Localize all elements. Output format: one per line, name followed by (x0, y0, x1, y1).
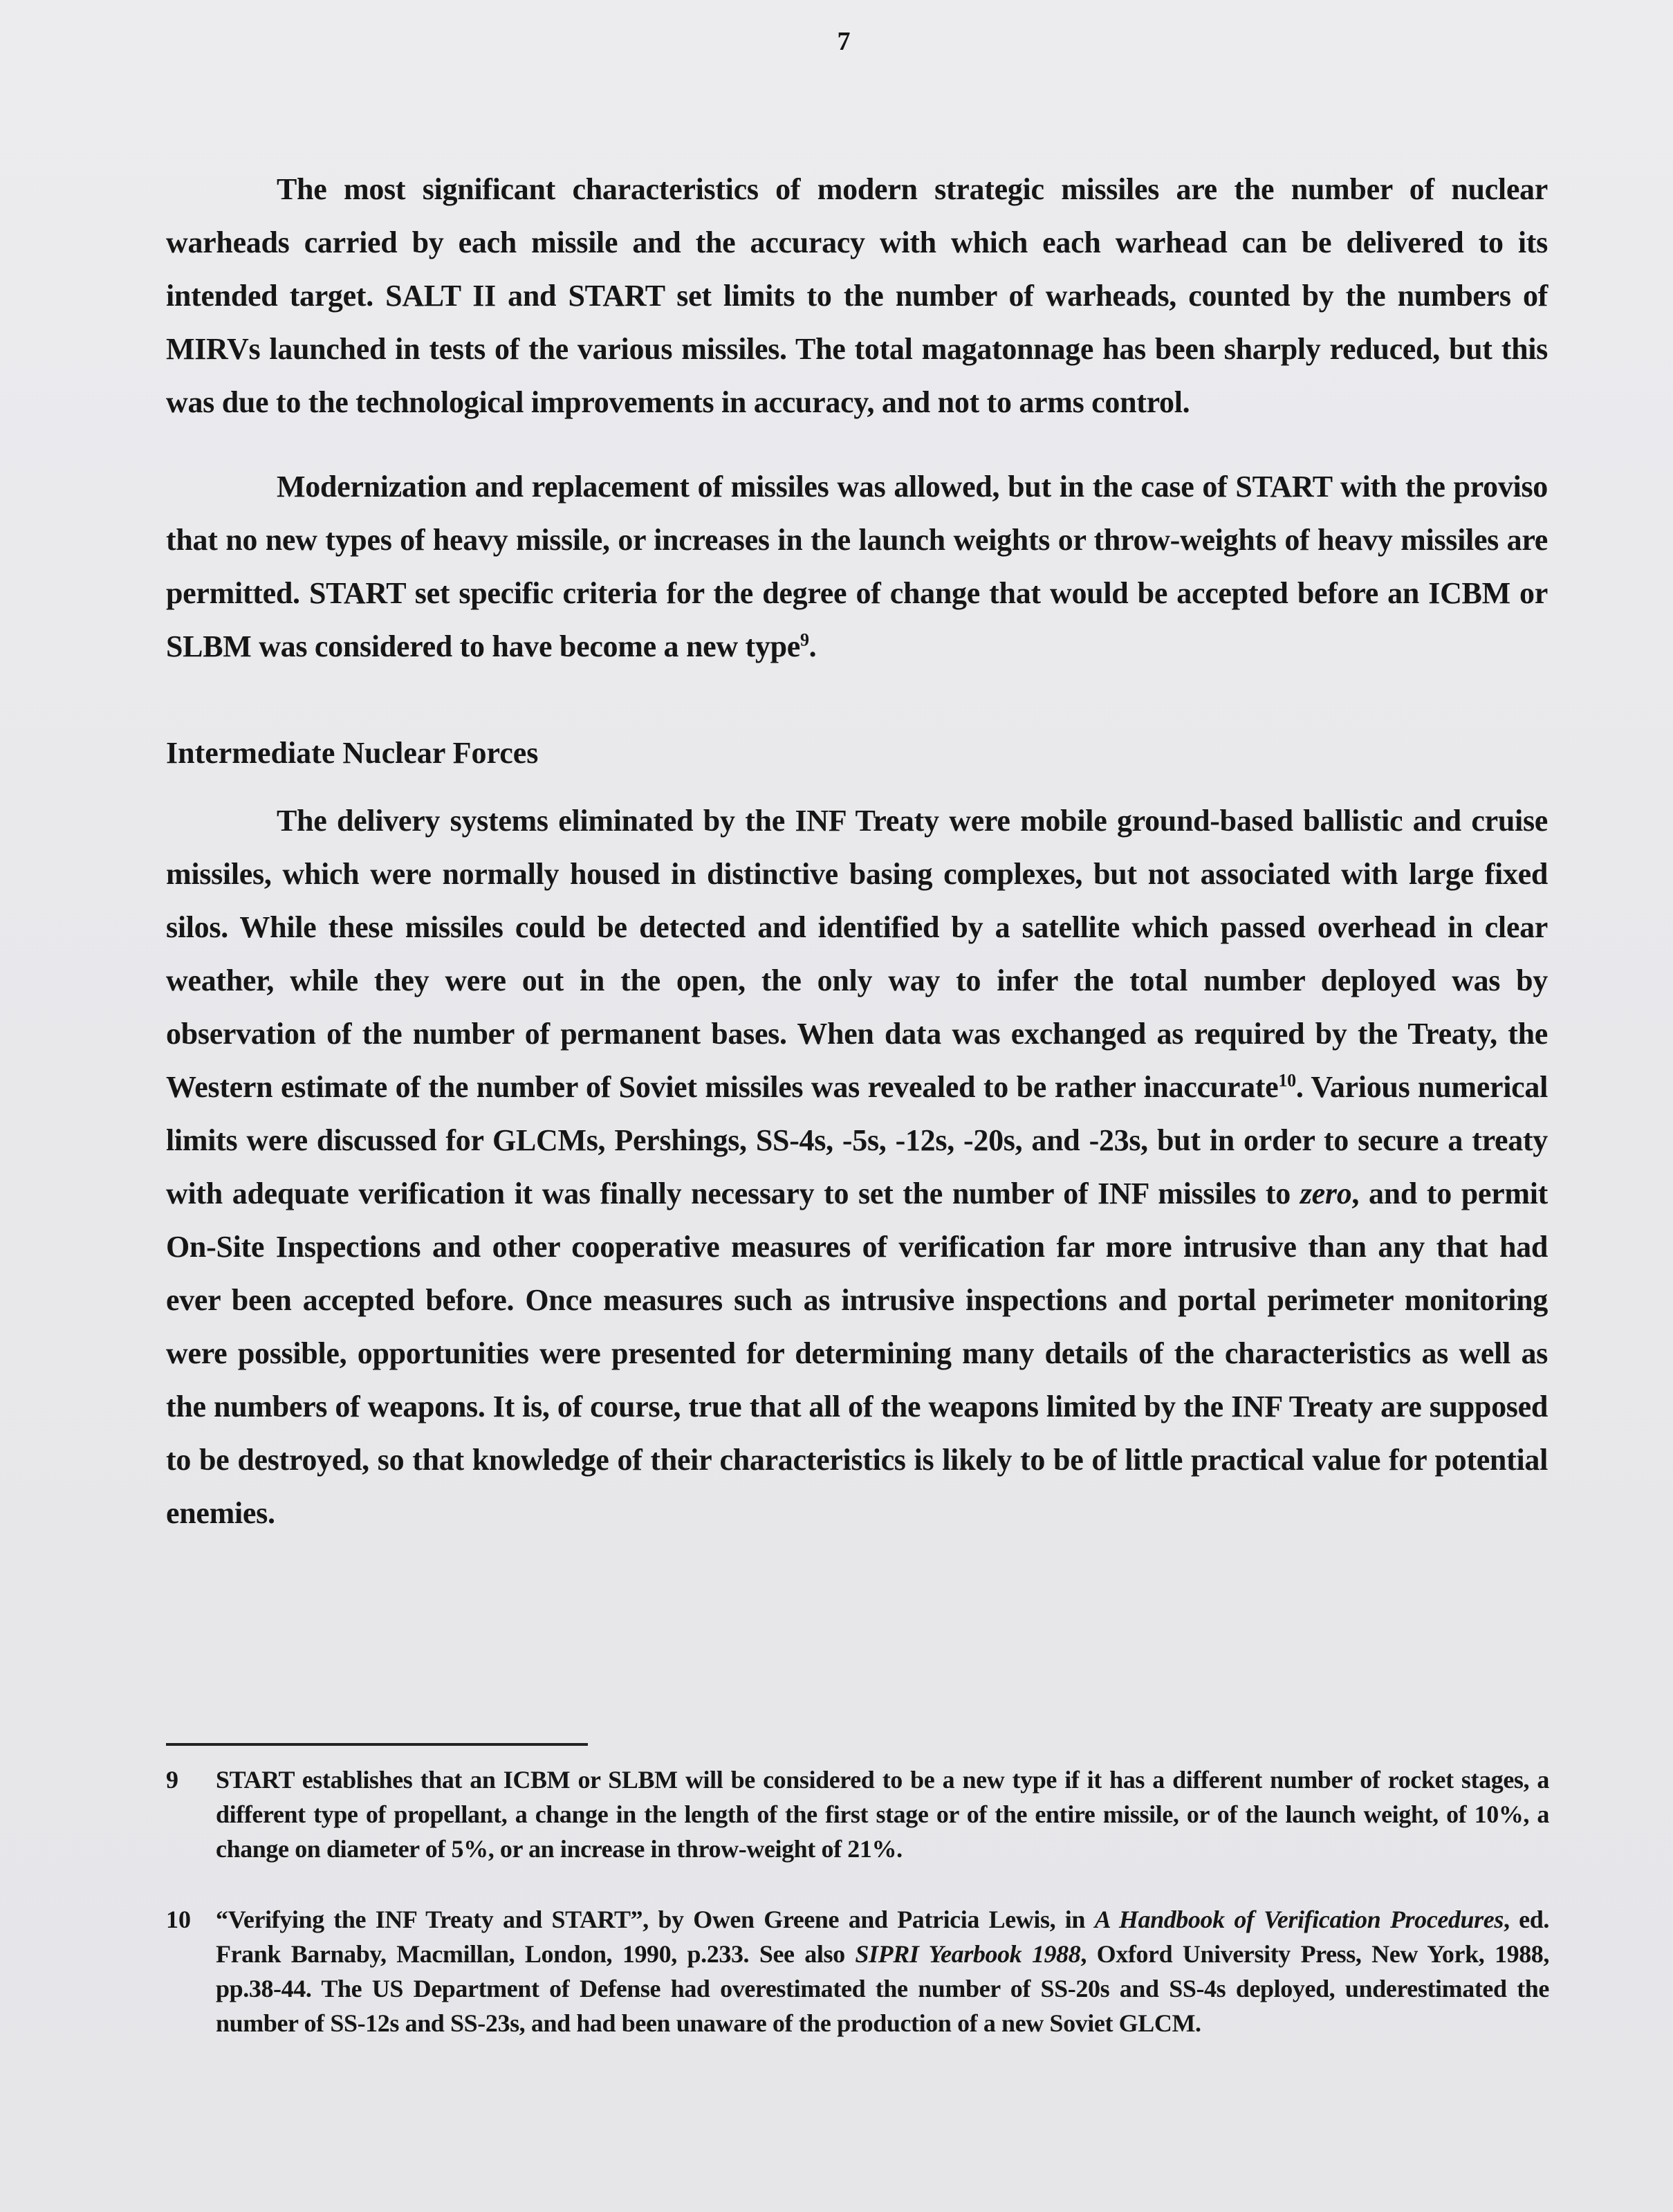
footnote-10-text-3: , Oxford University Press, New York, 1988, pp.38-44. The US Department of Defense had overestimated the number of SS-20s and SS-4s deployed, underestimated the number of SS-12s and SS-23s, and had been unaware of the production of a new Soviet GLCM. (216, 1940, 1549, 2037)
paragraph-2 (166, 460, 1548, 673)
footnote-10-title-1: A Handbook of Verification Procedures (1094, 1906, 1504, 1933)
footnote-10-text-1: “Verifying the INF Treaty and START”, by Owen Greene and Patricia Lewis, in (216, 1906, 1095, 1933)
paragraph-1-text: The most significant characteristics of modern strategic missiles are the number of nuclear warheads carried by each missile and the accuracy with which each warhead can be delivered to its intended target. SALT II and START set limits to the number of warheads, counted by the numbers of MIRVs launched in tests of the various missiles. The total magatonnage has been sharply reduced, but this was due to the technological improvements in accuracy, and not to arms control. (166, 172, 1548, 419)
page-number: 7 (837, 27, 851, 56)
paragraph-3-part-2: . Various numerical limits were discussed for GLCMs, Pershings, SS-4s, -5s, -12s, -20s, and -23s, but in order to secure a treaty with adequate verification it was finally necessary to set the number of INF missiles to (166, 1070, 1548, 1210)
footnote-text: START establishes that an ICBM or SLBM will be considered to be a new type if it has a different number of rocket stages, a different type of propellant, a change in the length of the first stage or of the entire missile, or of the launch weight, of 10%, a change on diameter of 5%, or an increase in throw-weight of 21%. (216, 1766, 1549, 1863)
footnote-9 (166, 1762, 1549, 1866)
footnote-number: 10 (166, 1906, 191, 1933)
paragraph-1 (166, 163, 1548, 429)
footnote-text (216, 1902, 1549, 2040)
paragraph-2-end: . (808, 629, 817, 663)
paragraph-3-part-1: The delivery systems eliminated by the INF Treaty were mobile ground-based ballistic and cruise missiles, which were normally housed in distinctive basing complexes, but not associated with large fixed silos. While these missiles could be detected and identified by a satellite which passed overhead in clear weather, while they were out in the open, the only way to infer the total number deployed was by observation of the number of permanent bases. When data was exchanged as required by the Treaty, the Western estimate of the number of Soviet missiles was revealed to be rather inaccurate (166, 804, 1548, 1104)
footnote-number: 9 (166, 1766, 178, 1794)
paragraph-2-text: Modernization and replacement of missiles was allowed, but in the case of START with the proviso that no new types of heavy missile, or increases in the launch weights or throw-weights of heavy missiles are permitted. START set specific criteria for the degree of change that would be accepted before an ICBM or SLBM was considered to have become a new type (166, 470, 1548, 663)
paragraph-3-italic-zero: zero (1300, 1177, 1352, 1210)
footnote-10 (166, 1902, 1549, 2040)
footnote-10-text-2: , ed. Frank Barnaby, Macmillan, London, 1990, p.233. See also (216, 1906, 1549, 1968)
footnote-separator (166, 1743, 588, 1746)
paragraph-3 (166, 794, 1548, 1540)
section-heading: Intermediate Nuclear Forces (166, 736, 539, 770)
paragraph-3-part-3: , and to permit On-Site Inspections and other cooperative measures of verification far more intrusive than any that had ever been accepted before. Once measures such as intrusive inspections and portal perimeter monitoring were possible, opportunities were presented for determining many details of the characteristics as well as the numbers of weapons. It is, of course, true that all of the weapons limited by the INF Treaty are supposed to be destroyed, so that knowledge of their characteristics is likely to be of little practical value for potential enemies. (166, 1177, 1549, 1530)
footnote-10-title-2: SIPRI Yearbook 1988 (855, 1940, 1081, 1968)
footnote-ref-10: 10 (1278, 1070, 1296, 1091)
footnote-ref-9: 9 (799, 629, 809, 650)
